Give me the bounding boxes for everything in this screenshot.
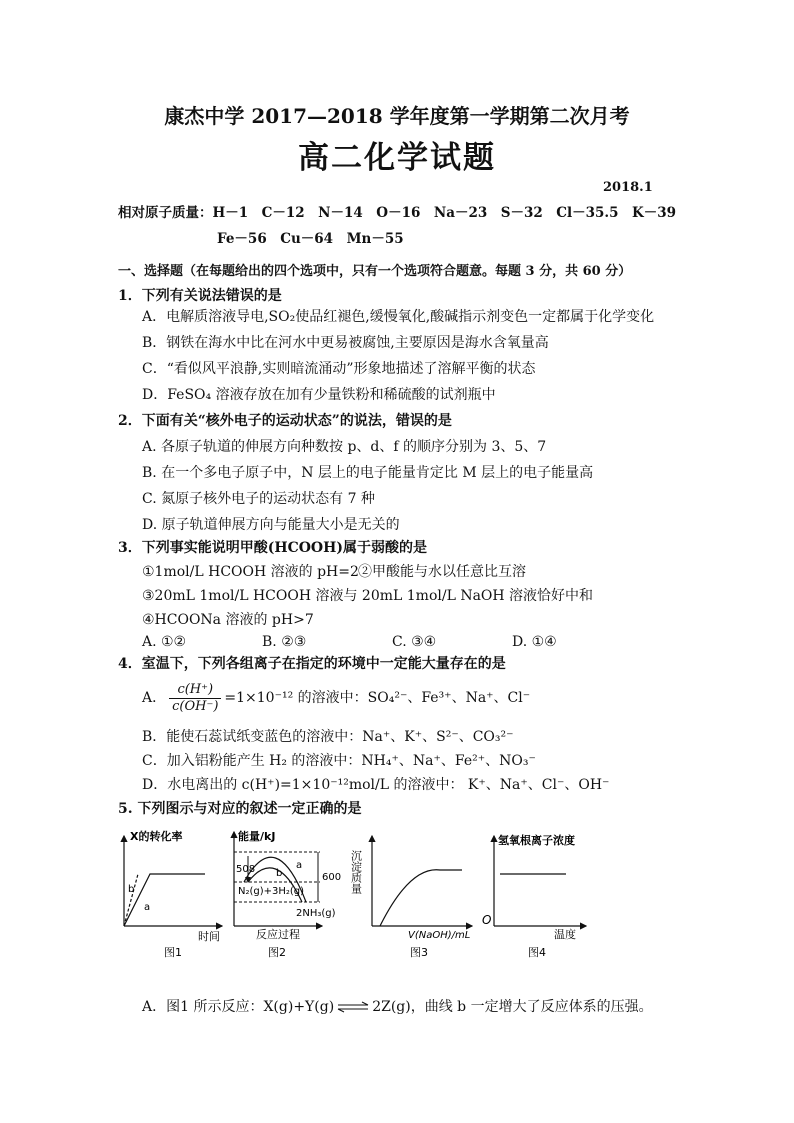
q3-statement-4: ④HCOONa 溶液的 pH>7 [142, 612, 314, 628]
fig1-label-a: a [144, 902, 151, 913]
fig2-value-right: 600 [322, 872, 342, 883]
fig4-xlabel: 温度 [554, 928, 576, 941]
q1-option-d: D．FeSO₄ 溶液存放在加有少量铁粉和稀硫酸的试剂瓶中 [142, 387, 496, 403]
fig2-value-left: 508 [236, 864, 256, 875]
q3-option-d: D. ①④ [512, 634, 557, 650]
fig2-caption: 图2 [268, 946, 286, 959]
q1-option-a: A．电解质溶液导电,SO₂使品红褪色,缓慢氧化,酸碱指示剂变色一定都属于化学变化 [142, 309, 655, 325]
fig1-ylabel: X的转化率 [130, 830, 183, 843]
fig4-origin: O [482, 913, 492, 927]
q2-option-a: A. 各原子轨道的伸展方向种数按 p、d、f 的顺序分别为 3、5、7 [142, 439, 547, 455]
figure-3 [350, 836, 473, 959]
atomic-mass-line-2: Fe－56 Cu－64 Mn－55 [217, 231, 404, 247]
fig4-caption: 图4 [528, 946, 546, 959]
fig3-ylabel: 沉淀质量 [349, 850, 363, 894]
q4-option-a [142, 680, 530, 716]
q3-stem: 3．下列事实能说明甲酸(HCOOH)属于弱酸的是 [118, 540, 427, 556]
fig3-caption: 图3 [410, 946, 428, 959]
fig3-curve [380, 870, 462, 926]
fig2-label-a: a [296, 860, 303, 871]
q4-fraction [169, 682, 221, 715]
q3-option-a: A. ①② [142, 634, 187, 650]
q1-option-b: B．钢铁在海水中比在河水中更易被腐蚀,主要原因是海水含氧量高 [142, 335, 549, 351]
q4-option-a-rest: =1×10⁻¹² 的溶液中：SO₄²⁻、Fe³⁺、Na⁺、Cl⁻ [224, 690, 531, 706]
q5-option-a-prefix: A．图1 所示反应：X(g)+Y(g) [142, 999, 335, 1015]
fig1-xlabel: 时间 [198, 930, 220, 943]
q4-stem: 4．室温下，下列各组离子在指定的环境中一定能大量存在的是 [118, 656, 506, 672]
q3-statement-3: ③20mL 1mol/L HCOOH 溶液与 20mL 1mol/L NaOH 溶液恰好中和 [142, 588, 594, 604]
exam-subtitle: 高二化学试题 [298, 140, 496, 176]
q4-option-a-prefix: A． [142, 690, 167, 706]
exam-date: 2018.1 [603, 180, 653, 195]
figure-1 [124, 829, 222, 959]
fig2-xlabel: 反应过程 [256, 928, 300, 941]
figure-4 [482, 833, 586, 959]
q2-option-b: B. 在一个多电子原子中，N 层上的电子能量肯定比 M 层上的电子能量高 [142, 465, 594, 481]
exam-title: 康杰中学 2017—2018 学年度第一学期第二次月考 [164, 104, 630, 128]
q4-option-b: B．能使石蕊试纸变蓝色的溶液中：Na⁺、K⁺、S²⁻、CO₃²⁻ [142, 729, 514, 745]
q1-stem: 1．下列有关说法错误的是 [118, 288, 282, 304]
q5-figures [0, 826, 794, 966]
fig2-label-b: b [276, 868, 283, 879]
q3-option-b: B. ②③ [262, 634, 307, 650]
q2-option-c: C. 氮原子核外电子的运动状态有 7 种 [142, 491, 375, 507]
fig2-reactants: N₂(g)+3H₂(g) [238, 886, 305, 897]
fig1-label-b: b [128, 884, 135, 895]
section-heading: 一、选择题（在每题给出的四个选项中，只有一个选项符合题意。每题 3 分，共 60 分） [118, 264, 632, 279]
q2-option-d: D. 原子轨道伸展方向与能量大小是无关的 [142, 517, 400, 533]
q1-option-c: C．“看似风平浪静,实则暗流涌动”形象地描述了溶解平衡的状态 [142, 361, 536, 377]
q4-option-d: D．水电离出的 c(H⁺)=1×10⁻¹²mol/L 的溶液中： K⁺、Na⁺、Cl⁻、OH⁻ [142, 777, 610, 793]
fig3-xlabel: V(NaOH)/mL [408, 930, 471, 941]
q4-fraction-numerator: c(H⁺) [169, 682, 221, 699]
fig1-caption: 图1 [164, 946, 182, 959]
fig2-ylabel: 能量/kJ [238, 830, 276, 843]
fig4-ylabel: 氢氧根离子浓度 [498, 834, 575, 847]
q3-statement-1: ①1mol/L HCOOH 溶液的 pH=2 [142, 564, 359, 580]
q5-option-a-suffix: 2Z(g)，曲线 b 一定增大了反应体系的压强。 [372, 999, 653, 1015]
q5-stem: 5. 下列图示与对应的叙述一定正确的是 [118, 801, 362, 817]
q3-option-c: C. ③④ [392, 634, 437, 650]
q4-fraction-denominator: c(OH⁻) [172, 698, 219, 714]
atomic-mass-line-1: 相对原子质量：H－1 C－12 N－14 O－16 Na－23 S－32 Cl－35.5 K－39 [118, 205, 677, 221]
fig2-product: 2NH₃(g) [296, 908, 336, 919]
fig1-curve-b [124, 874, 138, 926]
q2-stem: 2．下面有关“核外电子的运动状态”的说法，错误的是 [118, 413, 452, 429]
q4-option-c: C．加入铝粉能产生 H₂ 的溶液中：NH₄⁺、Na⁺、Fe²⁺、NO₃⁻ [142, 753, 536, 769]
q3-statement-2: ②甲酸能与水以任意比互溶 [358, 564, 526, 580]
q5-option-a [142, 998, 653, 1016]
figure-2 [234, 829, 341, 959]
equilibrium-arrow-icon [336, 1001, 370, 1013]
